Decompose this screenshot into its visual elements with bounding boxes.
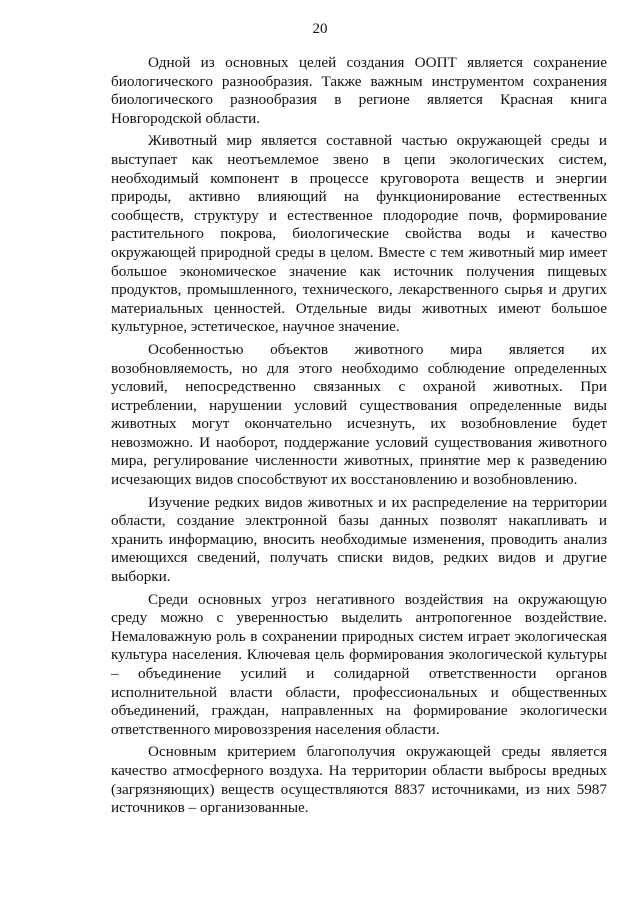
page-number: 20 — [312, 21, 328, 37]
paragraph-renewability: Особенностью объектов животного мира является их возобновляемость, но для этого необходимо соблюдение определенных условий, непосредственно связанных с охраной животных. При истреблении, нарушении условий существования определенные виды животных могут окончательно исчезнуть, их возобновление будет невозможно. И наоборот, поддержание условий существования животного мира, регулирование численности животных, принятие мер к разведению исчезающих видов способствуют их восстановлению и возобновлению. — [111, 340, 607, 489]
paragraph-rare-species-study: Изучение редких видов животных и их распределение на территории области, создание электронной базы данных позволят накапливать и хранить информацию, вносить необходимые изменения, проводить анализ имеющихся сведений, получать списки видов, редких видов и другие выборки. — [111, 493, 607, 586]
document-body — [111, 54, 607, 818]
paragraph-oopt-biodiversity: Одной из основных целей создания ООПТ является сохранение биологического разнообразия. Также важным инструментом сохранения биологического разнообразия в регионе является Красная книга Новгородской области. — [111, 54, 607, 127]
paragraph-animal-world: Животный мир является составной частью окружающей среды и выступает как неотъемлемое звено в цепи экологических систем, необходимый компонент в процессе круговорота веществ и энергии природы, активно влияющий на функционирование естественных сообществ, структуру и естественное плодородие почв, формирование растительного покрова, биологические свойства воды и качество окружающей природной среды в целом. Вместе с тем животный мир имеет большое экономическое значение как источник получения пищевых продуктов, промышленного, технического, лекарственного сырья и других материальных ценностей. Отдельные виды животных имеют большое культурное, эстетическое, научное значение. — [111, 132, 607, 336]
paragraph-air-quality: Основным критерием благополучия окружающей среды является качество атмосферного воздуха. На территории области выбросы вредных (загрязняющих) веществ осуществляются 8837 источниками, из них 5987 источников – организованные. — [111, 743, 607, 817]
paragraph-threats-ecoculture: Среди основных угроз негативного воздействия на окружающую среду можно с уверенностью выделить антропогенное воздействие. Немаловажную роль в сохранении природных систем играет экологическая культура населения. Ключевая цель формирования экологической культуры – объединение усилий и солидарной ответственности органов исполнительной власти области, профессиональных и общественных объединений, граждан, направленных на формирование экологически ответственного мировоззрения населения области. — [111, 590, 607, 738]
